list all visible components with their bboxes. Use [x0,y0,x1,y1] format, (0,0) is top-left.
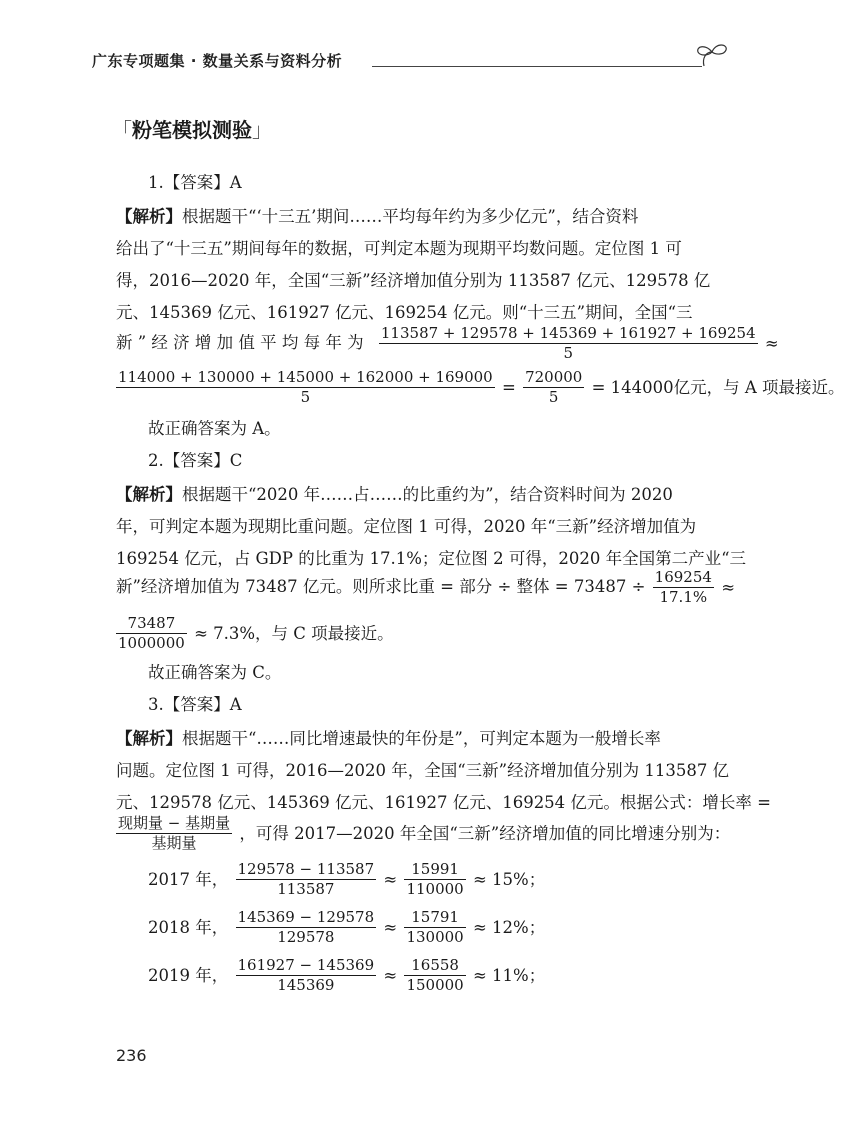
q1-fraction-sum: $\frac{113587 + 129578 + 145369 + 161927 + 169254}{5}$ [380,324,756,362]
q3-row-2018: 2018 年， $\frac{145369 - 129578}{129578}$ ≈ $\frac{15791}{130000}$ ≈ 12%； [148,908,546,946]
q2-conclusion: 故正确答案为 C。 [148,663,282,682]
q3-fraction-exact: $\frac{161927 - 145369}{145369}$ [237,956,375,994]
sprout-icon [692,40,732,74]
q1-para-line-4: 元、145369 亿元、161927 亿元、169254 亿元。则“十三五”期间，全国“三 [116,303,693,322]
q1-answer: 1.【答案】A [148,173,242,192]
q3-row-2017: 2017 年， $\frac{129578 - 113587}{113587}$ ≈ $\frac{15991}{110000}$ ≈ 15%； [148,860,546,898]
header-title: 广东专项题集 · 数量关系与资料分析 [92,52,343,70]
q1-fraction-total: $\frac{720000}{5}$ [525,368,583,406]
running-header [92,40,732,80]
q1-para-line-3: 得，2016—2020 年，全国“三新”经济增加值分别为 113587 亿元、129578 亿 [116,271,711,290]
q3-fraction-approx: $\frac{16558}{150000}$ [406,956,464,994]
q3-fraction-approx: $\frac{15991}{110000}$ [406,860,464,898]
page-number: 236 [116,1046,147,1065]
heading-bracket-close: 」 [252,118,272,142]
q1-conclusion: 故正确答案为 A。 [148,419,281,438]
q3-fraction-exact: $\frac{145369 - 129578}{129578}$ [237,908,375,946]
q1-para-line-1: 【解析】根据题干“‘十三五’期间……平均每年约为多少亿元”，结合资料 [116,207,639,226]
q3-growth-formula: $\frac{\text{现期量 − 基期量}}{\text{基期量}}$ [118,814,231,852]
q2-analysis-tag: 【解析】 [116,485,182,504]
q1-para-line-6: $\frac{114000 + 130000 + 145000 + 162000 + 169000}{5}$ = $\frac{720000}{5}$ = 144000亿元，与 A 项最接近。 [118,368,845,406]
section-heading [112,114,272,143]
q2-para-line-5: $\frac{73487}{1000000}$ ≈ 7.3%，与 C 项最接近。 [118,614,394,652]
q1-para-line-2: 给出了“十三五”期间每年的数据，可判定本题为现期平均数问题。定位图 1 可 [116,239,682,258]
q1-para-line-5: 新 ” 经 济 增 加 值 平 均 每 年 为 $\frac{113587 + 129578 + 145369 + 161927 + 169254}{5}$ ≈ [116,324,779,362]
q1-analysis-tag: 【解析】 [116,207,182,226]
q2-para-line-4: 新”经济增加值为 73487 亿元。则所求比重 = 部分 ÷ 整体 = 73487 ÷ $\frac{169254}{17.1\%}$ ≈ [116,568,736,606]
q3-para-line-1: 【解析】根据题干“……同比增速最快的年份是”，可判定本题为一般增长率 [116,729,661,748]
q3-row-2019: 2019 年， $\frac{161927 - 145369}{145369}$ ≈ $\frac{16558}{150000}$ ≈ 11%； [148,956,546,994]
q2-fraction-share: $\frac{73487}{1000000}$ [118,614,185,652]
q2-para-line-3: 169254 亿元，占 GDP 的比重为 17.1%；定位图 2 可得，2020 年全国第二产业“三 [116,549,747,568]
heading-text: 粉笔模拟测验 [132,118,252,142]
q3-fraction-exact: $\frac{129578 - 113587}{113587}$ [237,860,375,898]
q2-fraction-gdp: $\frac{169254}{17.1\%}$ [654,568,712,606]
q3-para-line-3: 元、129578 亿元、145369 亿元、161927 亿元、169254 亿元。根据公式：增长率 = [116,793,771,812]
q3-answer: 3.【答案】A [148,695,242,714]
q1-fraction-rounded: $\frac{114000 + 130000 + 145000 + 162000 + 169000}{5}$ [118,368,493,406]
q3-para-line-4: $\frac{\text{现期量 − 基期量}}{\text{基期量}}$ ，可得 2017—2020 年全国“三新”经济增加值的同比增速分别为： [118,814,731,852]
header-rule [372,66,702,67]
q3-para-line-2: 问题。定位图 1 可得，2016—2020 年，全国“三新”经济增加值分别为 113587 亿 [116,761,730,780]
q2-para-line-1: 【解析】根据题干“2020 年……占……的比重约为”，结合资料时间为 2020 [116,485,673,504]
q2-answer: 2.【答案】C [148,451,243,470]
heading-bracket-open: 「 [112,118,132,142]
q3-fraction-approx: $\frac{15791}{130000}$ [406,908,464,946]
q3-analysis-tag: 【解析】 [116,729,182,748]
q2-para-line-2: 年，可判定本题为现期比重问题。定位图 1 可得，2020 年“三新”经济增加值为 [116,517,697,536]
